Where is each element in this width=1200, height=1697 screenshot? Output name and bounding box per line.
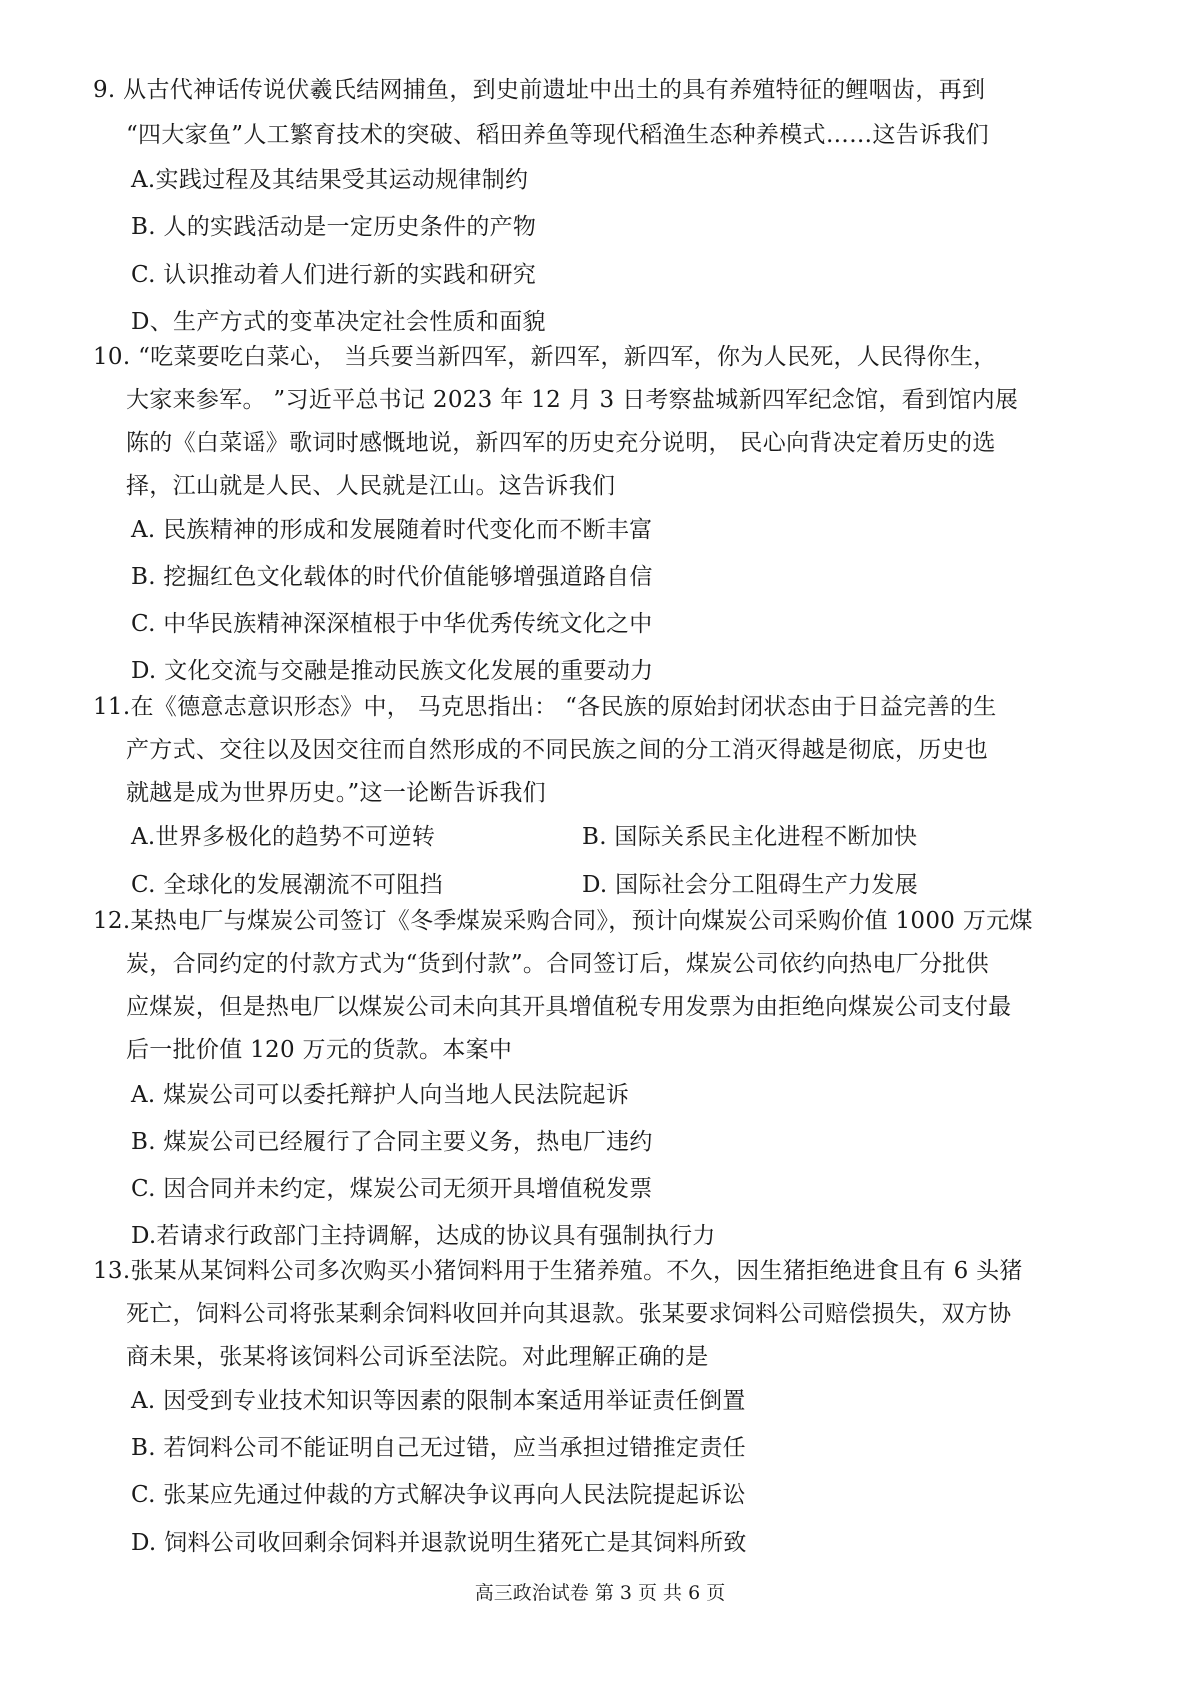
option-b: B. 煤炭公司已经履行了合同主要义务，热电厂违约: [131, 1129, 653, 1155]
option-c: C. 中华民族精神深深植根于中华优秀传统文化之中: [131, 611, 653, 637]
question-stem-line: 产方式、交往以及因交往而自然形成的不同民族之间的分工消灭得越是彻底，历史也: [126, 737, 989, 763]
question-stem-line: 炭，合同约定的付款方式为“货到付款”。合同签订后，煤炭公司依约向热电厂分批供: [126, 951, 989, 977]
option-a: A. 煤炭公司可以委托辩护人向当地人民法院起诉: [131, 1082, 630, 1108]
option-b: B. 人的实践活动是一定历史条件的产物: [131, 214, 537, 240]
option-a: A. 民族精神的形成和发展随着时代变化而不断丰富: [131, 517, 653, 543]
question-stem-line: 陈的《白菜谣》歌词时感慨地说，新四军的历史充分说明， 民心向背决定着历史的选: [126, 430, 996, 456]
question-stem-line: 择，江山就是人民、人民就是江山。这告诉我们: [126, 473, 616, 499]
option-b: B. 若饲料公司不能证明自己无过错，应当承担过错推定责任: [131, 1435, 746, 1461]
question-stem-line: 11.在《德意志意识形态》中， 马克思指出： “各民族的原始封闭状态由于日益完善的生: [93, 694, 997, 720]
question-stem-line: 商未果，张某将该饲料公司诉至法院。对此理解正确的是: [126, 1344, 709, 1370]
question-stem-line: 9. 从古代神话传说伏羲氏结网捕鱼，到史前遗址中出土的具有养殖特征的鲤咽齿，再到: [93, 77, 986, 103]
question-stem-line: 13.张某从某饲料公司多次购买小猪饲料用于生猪养殖。不久，因生猪拒绝进食且有 6 头猪: [93, 1258, 1023, 1284]
option-c: C. 因合同并未约定，煤炭公司无须开具增值税发票: [131, 1176, 653, 1202]
page-footer: 高三政治试卷 第 3 页 共 6 页: [474, 1582, 726, 1604]
question-stem-line: 就越是成为世界历史。”这一论断告诉我们: [126, 780, 546, 806]
option-a: A.世界多极化的趋势不可逆转: [131, 824, 436, 850]
question-stem-line: 应煤炭，但是热电厂以煤炭公司未向其开具增值税专用发票为由拒绝向煤炭公司支付最: [126, 994, 1012, 1020]
question-stem-line: 后一批价值 120 万元的货款。本案中: [126, 1037, 513, 1063]
option-c: C. 全球化的发展潮流不可阻挡: [131, 872, 443, 898]
option-d: D. 饲料公司收回剩余饲料并退款说明生猪死亡是其饲料所致: [131, 1530, 747, 1556]
option-a: A. 因受到专业技术知识等因素的限制本案适用举证责任倒置: [131, 1388, 746, 1414]
question-stem-line: 10. “吃菜要吃白菜心， 当兵要当新四军，新四军，新四军，你为人民死，人民得你生，: [93, 344, 997, 370]
option-c: C. 认识推动着人们进行新的实践和研究: [131, 262, 537, 288]
option-a: A.实践过程及其结果受其运动规律制约: [131, 167, 529, 193]
option-b: B. 国际关系民主化进程不断加快: [582, 824, 918, 850]
question-stem-line: 大家来参军。 ”习近平总书记 2023 年 12 月 3 日考察盐城新四军纪念馆，看到馆内展: [126, 387, 1019, 413]
question-stem-line: “四大家鱼”人工繁育技术的突破、稻田养鱼等现代稻渔生态种养模式……这告诉我们: [126, 122, 989, 148]
option-c: C. 张某应先通过仲裁的方式解决争议再向人民法院提起诉讼: [131, 1482, 746, 1508]
question-stem-line: 死亡，饲料公司将张某剩余饲料收回并向其退款。张某要求饲料公司赔偿损失，双方协: [126, 1301, 1012, 1327]
option-d: D、生产方式的变革决定社会性质和面貌: [131, 309, 546, 335]
option-d: D. 国际社会分工阻碍生产力发展: [582, 872, 919, 898]
option-b: B. 挖掘红色文化载体的时代价值能够增强道路自信: [131, 564, 653, 590]
question-stem-line: 12.某热电厂与煤炭公司签订《冬季煤炭采购合同》，预计向煤炭公司采购价值 1000 万元煤: [93, 908, 1033, 934]
option-d: D.若请求行政部门主持调解，达成的协议具有强制执行力: [131, 1223, 716, 1249]
option-d: D. 文化交流与交融是推动民族文化发展的重要动力: [131, 658, 654, 684]
